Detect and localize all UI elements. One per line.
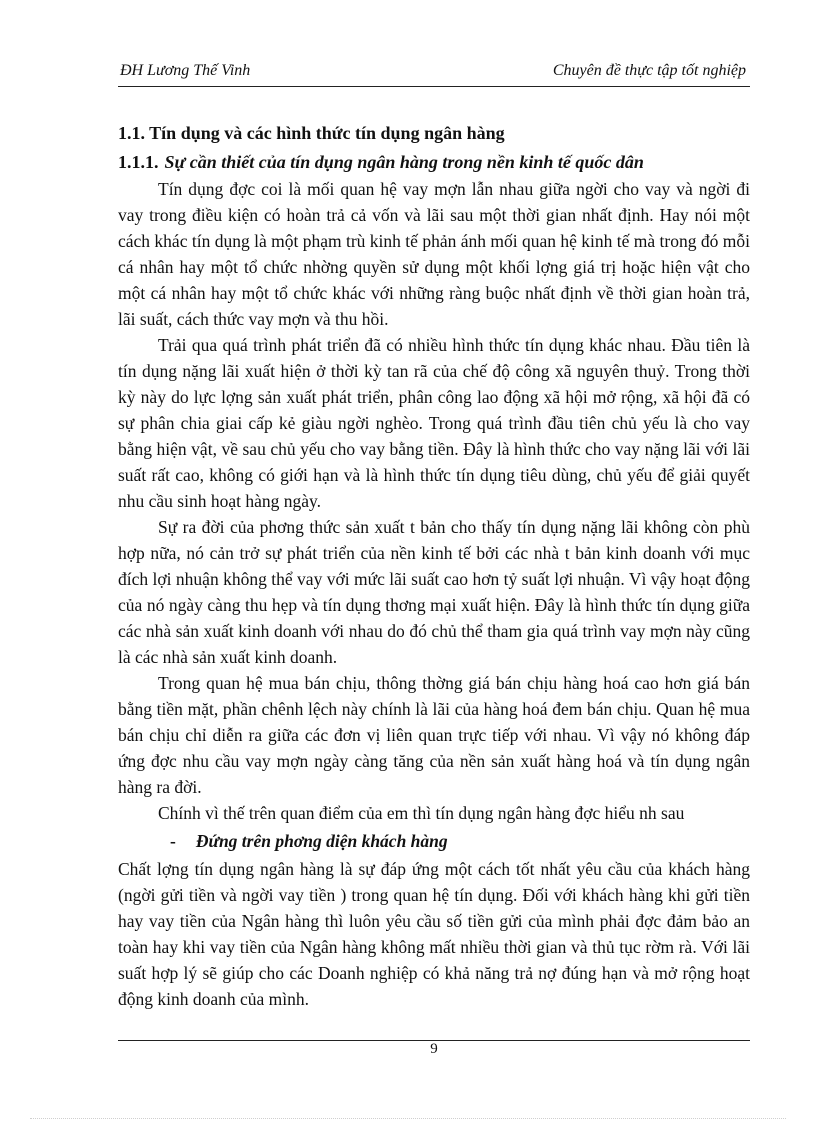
header-right-text: Chuyên đề thực tập tốt nghiệp: [552, 62, 746, 79]
subsection-number: 1.1.1.: [118, 152, 159, 172]
section-heading: 1.1. Tín dụng và các hình thức tín dụng ngân hàng: [118, 123, 505, 143]
bullet-heading-text: Đứng trên phơng diện khách hàng: [195, 831, 448, 851]
subsection-heading: [118, 148, 750, 176]
document-body: [118, 118, 750, 1012]
page-number: 9: [430, 1041, 438, 1057]
paragraph-1: Tín dụng đợc coi là mối quan hệ vay mợn lẫn nhau giữa ngời cho vay và ngời đi vay trong điều kiện có hoàn trả cả vốn và lãi sau một thời gian nhất định. Hay nói một cách khác tín dụng là một phạm trù kinh tế phản ánh mối quan hệ kinh tế mà trong đó mỗi cá nhân hay một tổ chức nhờng quyền sử dụng một khối lợng giá trị hoặc hiện vật cho một cá nhân hay một tổ chức khác với những ràng buộc nhất định về thời gian hoàn trả, lãi suất, cách thức vay mợn và thu hồi.: [118, 179, 750, 329]
paragraph-4: Trong quan hệ mua bán chịu, thông thờng giá bán chịu hàng hoá cao hơn giá bán bằng tiền mặt, phần chênh lệch này chính là lãi của hàng hoá đem bán chịu. Quan hệ mua bán chịu chỉ diễn ra giữa các đơn vị liên quan trực tiếp với nhau. Vì vậy nó không đáp ứng đợc nhu cầu vay mợn ngày càng tăng của nền sản xuất hàng hoá và tín dụng ngân hàng ra đời.: [118, 673, 750, 797]
subsection-title: Sự cần thiết của tín dụng ngân hàng trong nền kinh tế quốc dân: [164, 152, 644, 172]
paragraph-5: Chính vì thế trên quan điểm của em thì tín dụng ngân hàng đợc hiểu nh sau: [158, 803, 685, 823]
paragraph-2: Trải qua quá trình phát triển đã có nhiều hình thức tín dụng khác nhau. Đầu tiên là tín dụng nặng lãi xuất hiện ở thời kỳ tan rã của chế độ công xã nguyên thuỷ. Trong thời kỳ này do lực lợng sản xuất phát triển, phân công lao động xã hội mở rộng, xã hội đã có sự phân chia giai cấp kẻ giàu ngời nghèo. Trong quá trình đầu tiên chủ yếu là cho vay bằng hiện vật, về sau chủ yếu cho vay bằng tiền. Đây là hình thức cho vay nặng lãi với lãi suất rất cao, không có giới hạn và là hình thức tín dụng tiêu dùng, chủ yếu để giải quyết nhu cầu sinh hoạt hàng ngày.: [118, 335, 750, 511]
bullet-heading: [118, 826, 750, 856]
page-header: [118, 60, 750, 87]
bullet-dash: -: [170, 831, 176, 851]
paragraph-6: Chất lợng tín dụng ngân hàng là sự đáp ứng một cách tốt nhất yêu cầu của khách hàng (ngời gửi tiền và ngời vay tiền ) trong quan hệ tín dụng. Đối với khách hàng khi gửi tiền hay vay tiền của Ngân hàng thì luôn yêu cầu số tiền gửi của mình phải đợc đảm bảo an toàn hay khi vay tiền của Ngân hàng không mất nhiều thời gian và thủ tục rờm rà. Với lãi suất hợp lý sẽ giúp cho các Doanh nghiệp có khả năng trả nợ đúng hạn và mở rộng hoạt động kinh doanh của mình.: [118, 859, 750, 1009]
paragraph-3: Sự ra đời của phơng thức sản xuất t bản cho thấy tín dụng nặng lãi không còn phù hợp nữa, nó cản trở sự phát triển của nền kinh tế bởi các nhà t bản kinh doanh với mục đích lợi nhuận không thể vay với mức lãi suất cao hơn tỷ suất lợi nhuận. Vì vậy hoạt động của nó ngày càng thu hẹp và tín dụng thơng mại xuất hiện. Đây là hình thức tín dụng giữa các nhà sản xuất kinh doanh với nhau do đó chủ thể tham gia quá trình vay mợn này cũng là các nhà sản xuất kinh doanh.: [118, 517, 750, 667]
header-left-text: ĐH Lương Thế Vinh: [120, 62, 251, 79]
page-bottom-border: [30, 1118, 786, 1119]
